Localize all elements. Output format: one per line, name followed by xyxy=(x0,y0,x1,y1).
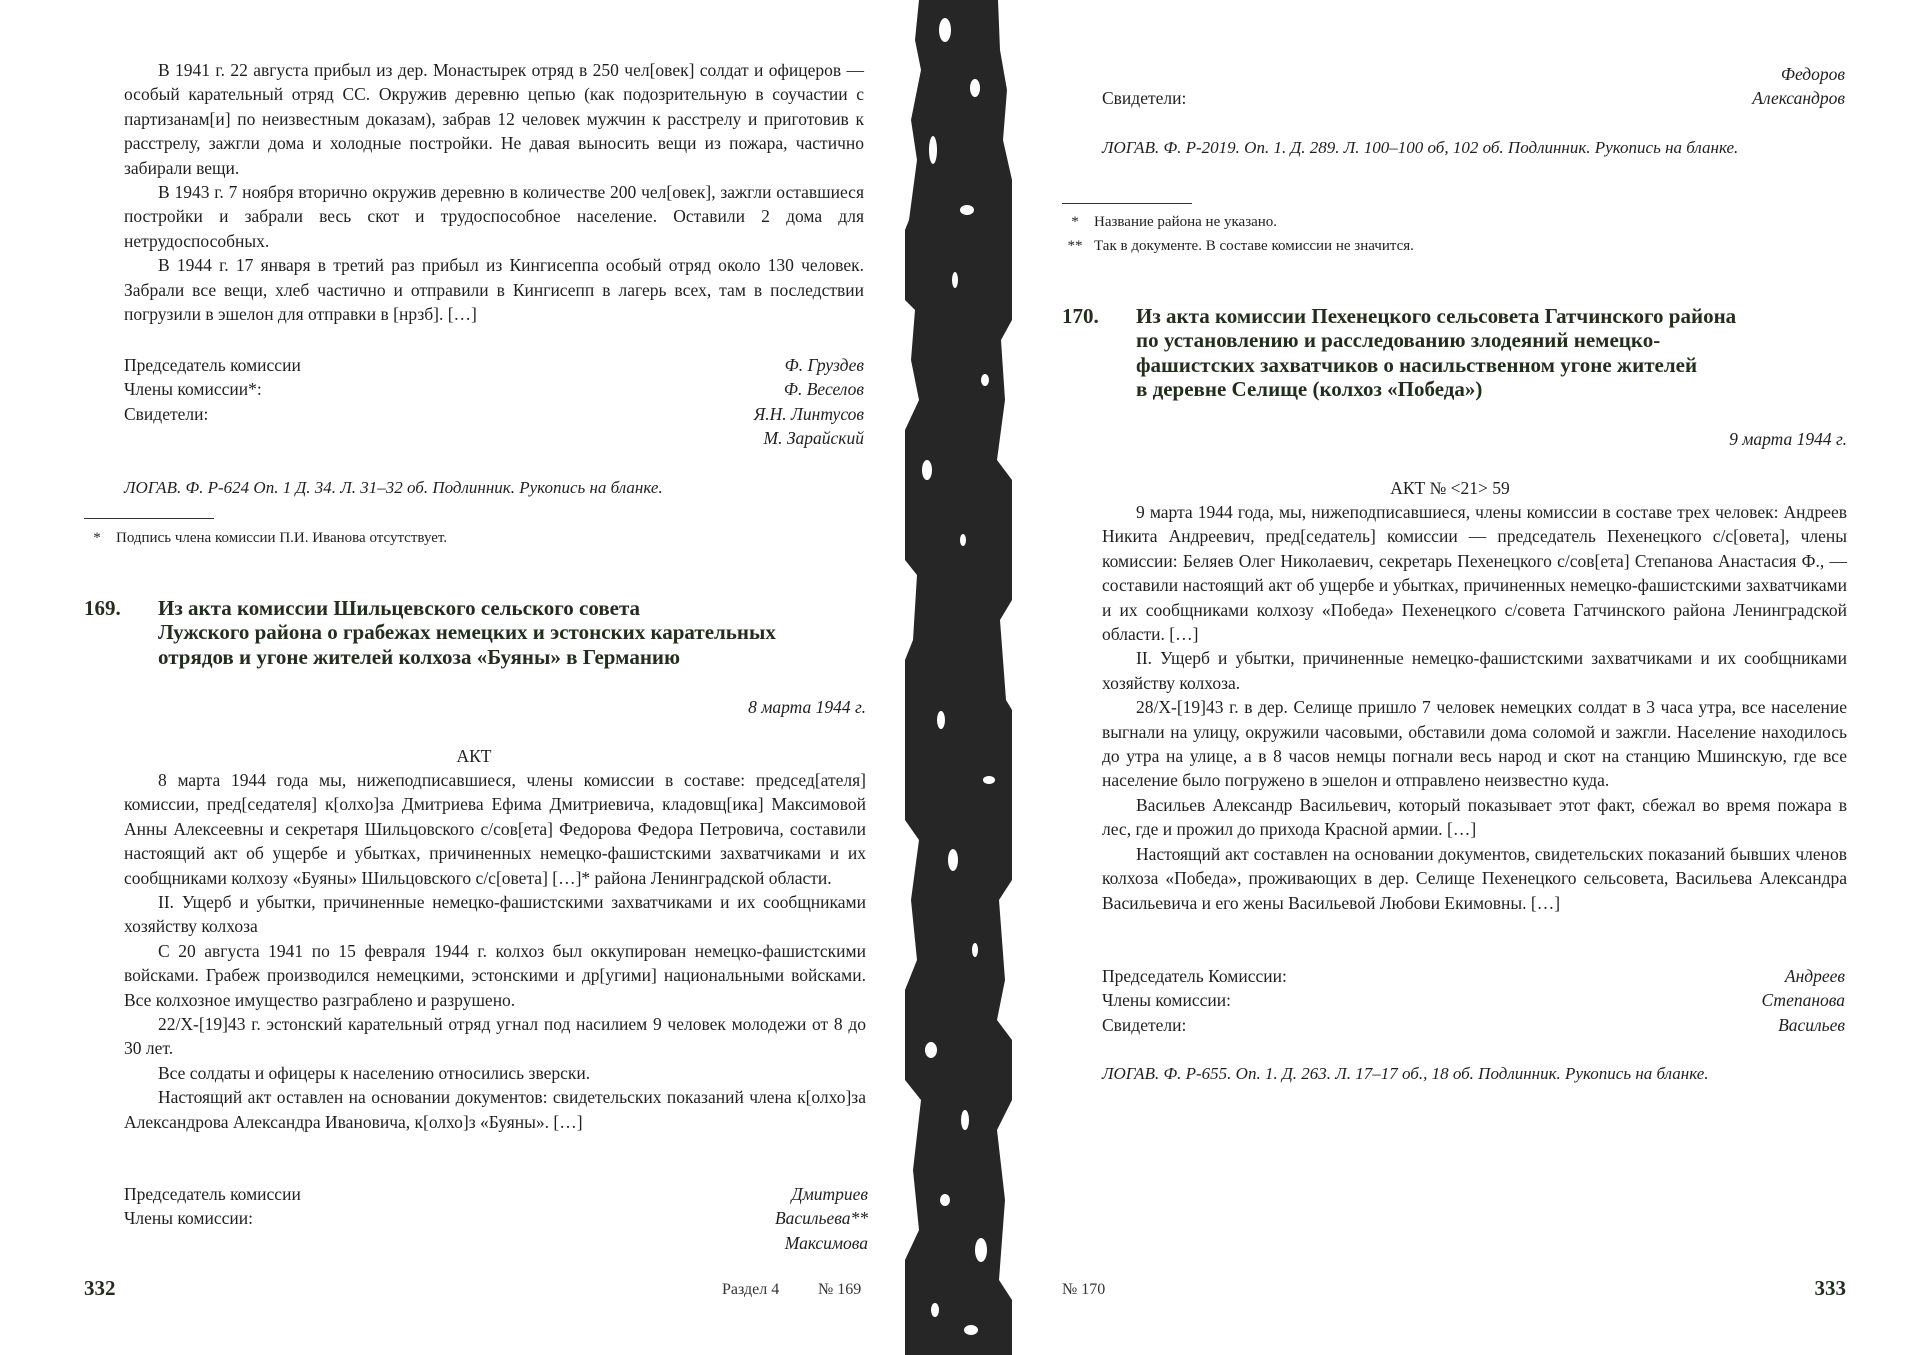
paragraph: В 1943 г. 7 ноября вторично окружив деревню в количестве 200 чел[овек], зажгли оставшиеся постройки и забрали весь скот и трудоспособное население. Оставили 2 дома для нетрудоспособных. xyxy=(124,182,864,251)
paragraph: Настоящий акт составлен на основании документов, свидетельских показаний бывших членов колхоза «Победа», проживающих в дер. Селище Пехенецкого сельсовета, Васильева Александра Васильевича и его жены Васильевой Любови Екимовны. […] xyxy=(1102,843,1847,913)
title-line: фашистских захватчиков о насильственном угоне жителей xyxy=(1136,352,1698,377)
member-name: Федоров xyxy=(1780,64,1845,84)
document-title xyxy=(158,596,878,669)
paragraph: 9 марта 1944 года, мы, нижеподписавшиеся, члены комиссии в составе трех человек: Андреев Никита Андреевич, пред[седатель] комиссии — председатель Пехенецкого с/с[овета], члены комиссии: Беляев Олег Николаевич, секретарь Пехенецкого с/сов[ета] Степанова Анастасия Ф., — составили настоящий акт об ущербе и убытках, причиненных немецко-фашистскими захватчиками и их сообщниками колхозу «Победа» Пехенецкого с/совета Гатчинского района Ленинградской области. […] xyxy=(1102,502,1847,645)
member-name: Максимова xyxy=(784,1232,868,1253)
chair-label: Председатель комиссии xyxy=(124,355,301,375)
running-doc-number: № 169 xyxy=(818,1281,862,1298)
archive-reference: ЛОГАВ. Ф. Р-2019. Оп. 1. Д. 289. Л. 100–100 об, 102 об. Подлинник. Рукопись на бланке. xyxy=(1102,138,1739,157)
paragraph: С 20 августа 1941 по 15 февраля 1944 г. колхоз был оккупирован немецко-фашистскими войсками. Грабеж производился немецкими, эстонскими и др[угими] национальными войсками. Все колхозное имущество разграблено и разрушено. xyxy=(124,940,866,1010)
members-label: Члены комиссии*: xyxy=(124,379,262,400)
paragraph: В 1944 г. 17 января в третий раз прибыл из Кингисеппа особый отряд около 130 человек. Забрали все вещи, хлеб частично и отправили в Кингисепп в лагерь всех, там в последствии погрузили в эшелон для отправки в [нрзб]. […] xyxy=(124,255,864,325)
footnote xyxy=(1056,234,1856,258)
footnote-mark: ** xyxy=(1067,238,1083,255)
act-text xyxy=(124,768,866,1134)
document-date: 8 марта 1944 г. xyxy=(748,697,866,717)
title-line: Из акта комиссии Шильцевского сельского совета xyxy=(158,596,641,620)
title-line: Из акта комиссии Пехенецкого сельсовета Гатчинского района xyxy=(1136,304,1737,328)
paragraph: Все солдаты и офицеры к населению относились зверски. xyxy=(158,1062,591,1083)
paragraph: В 1941 г. 22 августа прибыл из дер. Монастырек отряд в 250 чел[овек] солдат и офицеров — особый карательный отряд СС. Окружив деревню цепью (как подозрительную в соучастии с партизанам[и] по неизвестным доказам), забрав 12 человек мужчин к расстрелу и приготовив к расстрелу, зажгли дома и холодные постройки. Не давая выносить вещи из пожара, частично забирали вещи. xyxy=(124,60,864,178)
chair-label: Председатель Комиссии: xyxy=(1102,966,1287,986)
book-spine-gutter xyxy=(905,0,1012,1355)
footnote-mark: * xyxy=(1071,214,1079,230)
act-heading: АКТ xyxy=(456,746,492,766)
signature-block xyxy=(1102,62,1845,111)
archive-reference: ЛОГАВ. Ф. Р-655. Оп. 1. Д. 263. Л. 17–17 об., 18 об. Подлинник. Рукопись на бланке. xyxy=(1102,1064,1709,1083)
intro-text xyxy=(124,58,864,326)
witness-name: Васильев xyxy=(1778,1014,1845,1035)
running-doc-number: № 170 xyxy=(1062,1281,1106,1298)
footnote-mark: * xyxy=(93,530,101,546)
chair-name: Ф. Груздев xyxy=(784,355,864,375)
footnote-rule xyxy=(1062,203,1192,204)
chair-label: Председатель комиссии xyxy=(124,1184,301,1204)
footnote-text: Название района не указано. xyxy=(1094,214,1278,230)
archive-reference: ЛОГАВ. Ф. Р-624 Оп. 1 Д. 34. Л. 31–32 об. Подлинник. Рукопись на бланке. xyxy=(124,478,663,497)
page-number: 332 xyxy=(84,1276,116,1300)
title-line: в деревне Селище (колхоз «Победа») xyxy=(1136,377,1483,402)
witness-name: М. Зарайский xyxy=(763,428,864,449)
paragraph: Настоящий акт оставлен на основании документов: свидетельских показаний члена к[олхо]за Александрова Александра Ивановича, к[олхо]з «Буяны». […] xyxy=(124,1087,866,1132)
witness-name: Александров xyxy=(1752,88,1845,109)
document-date: 9 марта 1944 г. xyxy=(1729,429,1847,449)
paragraph: 28/X-[19]43 г. в дер. Селище пришло 7 человек немецких солдат в 3 часа утра, все население выгнали на улицу, окружили часовыми, обставили дома соломой и зажгли. Население находилось до утра на улице, а в 8 часов немцы погнали весь народ и скот на станцию Мшинскую, где все население было погружено в эшелон и отправлено неизвестно куда. xyxy=(1102,697,1847,791)
signature-block xyxy=(1102,964,1845,1037)
running-section: Раздел 4 xyxy=(722,1281,780,1298)
paragraph: II. Ущерб и убытки, причиненные немецко-фашистскими захватчиками и их сообщниками хозяйству колхоза xyxy=(124,892,866,937)
title-line: по установлению и расследованию злодеяний немецко- xyxy=(1136,328,1661,353)
member-name: Ф. Веселов xyxy=(783,379,864,400)
signature-block xyxy=(124,1182,868,1255)
chair-name: Андреев xyxy=(1784,966,1845,986)
page-number: 333 xyxy=(1814,1276,1846,1300)
witness-name: Я.Н. Линтусов xyxy=(753,403,864,424)
title-line: отрядов и угоне жителей колхоза «Буяны» в Германию xyxy=(158,644,681,669)
footnote-text: Так в документе. В составе комиссии не значится. xyxy=(1094,238,1414,255)
act-text xyxy=(1102,500,1847,915)
document-number: 169. xyxy=(84,596,121,620)
title-line: Лужского района о грабежах немецких и эстонских карательных xyxy=(158,620,776,645)
footnote-text: Подпись члена комиссии П.И. Иванова отсутствует. xyxy=(116,530,448,546)
spine-texture xyxy=(905,0,1012,1355)
footnotes xyxy=(1056,210,1856,259)
members-label: Члены комиссии: xyxy=(124,1208,253,1229)
left-page xyxy=(0,0,905,1355)
witnesses-label: Свидетели: xyxy=(1102,1014,1187,1035)
footnote xyxy=(78,526,858,550)
footnote xyxy=(1056,210,1856,234)
witnesses-label: Свидетели: xyxy=(124,403,209,424)
paragraph: 22/X-[19]43 г. эстонский карательный отряд угнал под насилием 9 человек молодежи от 8 до 30 лет. xyxy=(124,1014,866,1059)
member-name: Степанова xyxy=(1761,990,1845,1011)
document-number: 170. xyxy=(1062,304,1099,328)
member-name: Васильева** xyxy=(774,1208,868,1229)
chair-name: Дмитриев xyxy=(791,1184,868,1204)
witnesses-label: Свидетели: xyxy=(1102,88,1187,109)
act-heading: АКТ № <21> 59 xyxy=(1390,478,1510,498)
paragraph: 8 марта 1944 года мы, нижеподписавшиеся, члены комиссии в составе: председ[ателя] комиссии, пред[седателя] к[олхо]за Дмитриева Ефима Дмитриевича, кладовщ[ика] Максимовой Анны Алексеевны и секретаря Шильцовского с/сов[ета] Федорова Федора Петровича, составили настоящий акт об ущербе и убытках, причиненных немецко-фашистскими захватчиками и их сообщниками колхозу «Буяны» Шильцовского с/с[овета] […]* района Ленинградской области. xyxy=(124,770,866,888)
footnote-rule xyxy=(84,518,214,519)
paragraph: II. Ущерб и убытки, причиненные немецко-фашистскими захватчиками и их сообщниками хозяйству колхоза. xyxy=(1102,648,1847,693)
right-page xyxy=(1012,0,1920,1355)
document-title xyxy=(1136,304,1866,402)
signature-block xyxy=(124,353,864,451)
members-label: Члены комиссии: xyxy=(1102,990,1231,1011)
paragraph: Васильев Александр Васильевич, который показывает этот факт, сбежал во время пожара в лес, где и прожил до прихода Красной армии. […] xyxy=(1102,794,1847,840)
